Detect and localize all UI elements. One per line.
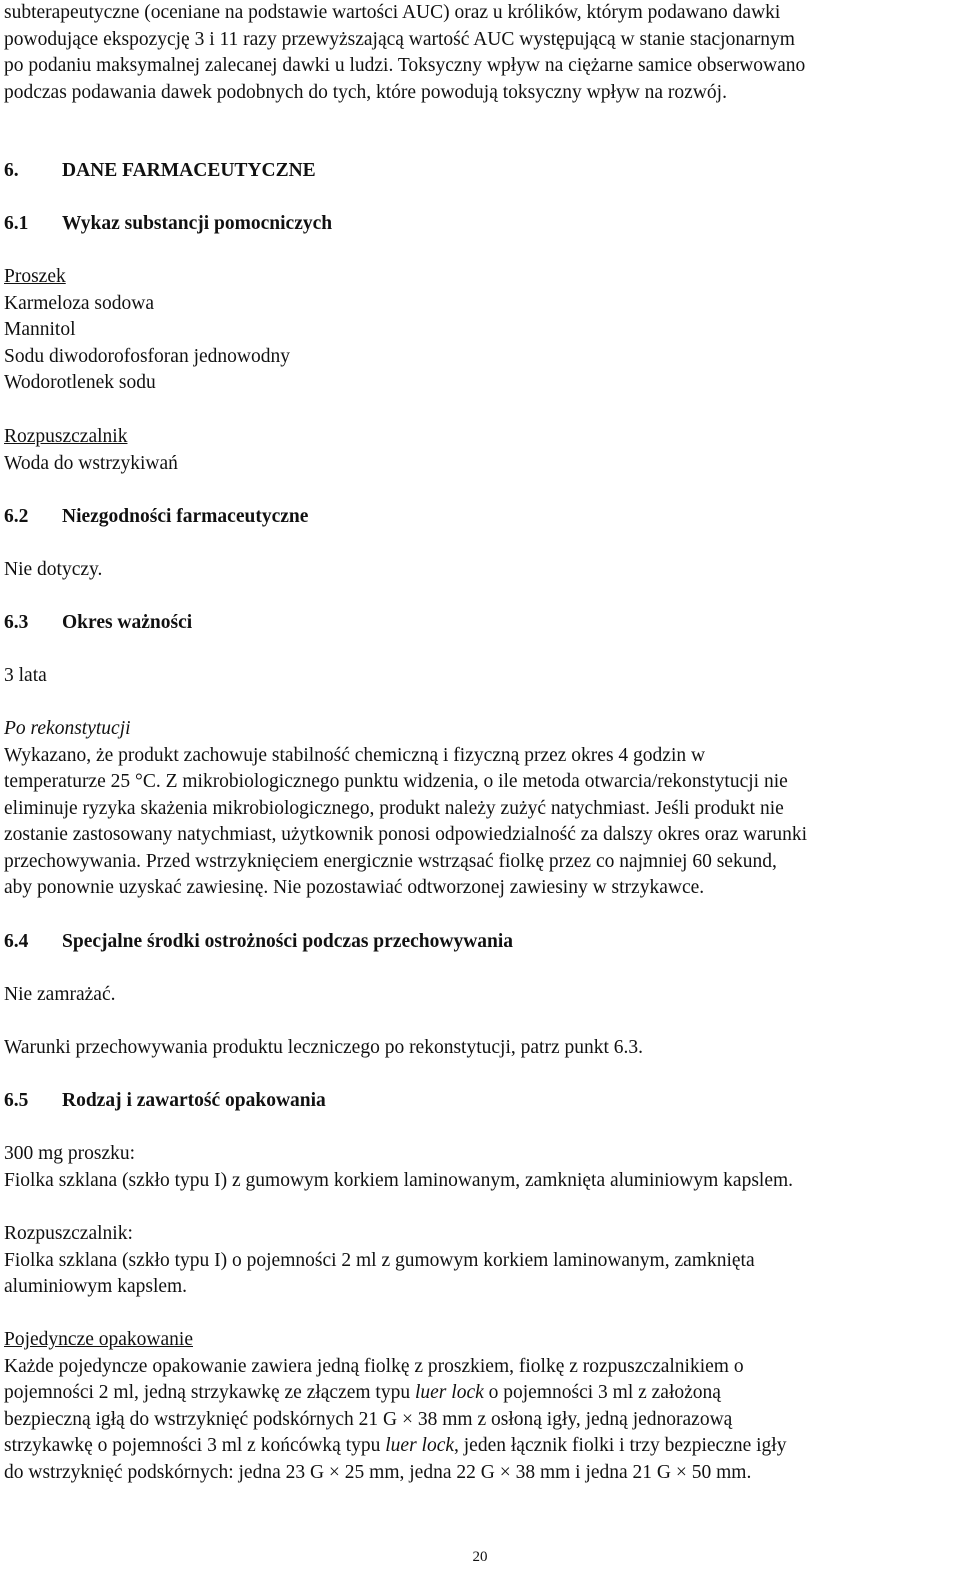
body-line: Fiolka szklana (szkło typu I) z gumowym korkiem laminowanym, zamknięta aluminiowym kapslem. <box>4 1169 794 1191</box>
body-line: Fiolka szklana (szkło typu I) o pojemności 2 ml z gumowym korkiem laminowanym, zamknięta <box>4 1249 755 1271</box>
intro-line: po podaniu maksymalnej zalecanej dawki u ludzi. Toksyczny wpływ na ciężarne samice obserwowano <box>4 55 806 76</box>
section-title: Okres ważności <box>62 612 193 633</box>
page-number: 20 <box>472 1549 488 1565</box>
section-6-heading <box>4 158 316 184</box>
solvent-label: Rozpuszczalnik <box>4 426 128 447</box>
incompatibilities-text <box>4 557 956 584</box>
section-6-4-heading <box>4 929 513 955</box>
section-title: Wykaz substancji pomocniczych <box>62 213 333 234</box>
body-line: aby ponownie uzyskać zawiesinę. Nie pozostawiać odtworzonej zawiesiny w strzykawce. <box>4 877 705 898</box>
storage-text-1 <box>4 982 956 1009</box>
body-line: zostanie zastosowany natychmiast, użytkownik ponosi odpowiedzialność za dalszy okres oraz warunki <box>4 824 808 845</box>
body-line: Wykazano, że produkt zachowuje stabilność chemiczną i fizyczną przez okres 4 godzin w <box>4 744 706 766</box>
section-6-3-heading <box>4 610 192 636</box>
section-number: 6.5 <box>4 1090 29 1111</box>
excipient-item: Woda do wstrzykiwań <box>4 452 178 474</box>
section-title: Niezgodności farmaceutyczne <box>62 506 309 527</box>
body-line: eliminuje ryzyka skażenia mikrobiologicznego, produkt należy zużyć natychmiast. Jeśli produkt nie <box>4 797 784 819</box>
intro-line: podczas podawania dawek podobnych do tych, które powodują toksyczny wpływ na rozwój. <box>4 81 727 103</box>
body-line: do wstrzyknięć podskórnych: jedna 23 G × 25 mm, jedna 22 G × 38 mm i jedna 21 G × 50 mm. <box>4 1461 752 1483</box>
body-line: temperaturze 25 °C. Z mikrobiologicznego punktu widzenia, o ile metoda otwarcia/rekonstytucji nie <box>4 771 788 792</box>
section-number: 6. <box>4 160 19 181</box>
section-6-2-heading <box>4 504 308 530</box>
section-number: 6.3 <box>4 612 29 633</box>
body-text: Nie dotyczy. <box>4 559 103 580</box>
powder-label: 300 mg proszku: <box>4 1143 136 1164</box>
body-text: Warunki przechowywania produktu leczniczego po rekonstytucji, patrz punkt 6.3. <box>4 1037 644 1058</box>
reconstitution-label: Po rekonstytucji <box>4 718 131 739</box>
excipients-powder <box>4 264 956 397</box>
body-line: bezpieczną igłą do wstrzyknięć podskórnych 21 G × 38 mm z osłoną igły, jedną jednorazową <box>4 1408 733 1430</box>
intro-line: subterapeutyczne (oceniane na podstawie wartości AUC) oraz u królików, którym podawano dawki <box>4 2 781 23</box>
shelf-life-text <box>4 663 956 690</box>
storage-text-2 <box>4 1035 956 1062</box>
single-pack-paragraph <box>4 1327 956 1486</box>
section-title: DANE FARMACEUTYCZNE <box>62 160 316 181</box>
excipient-item: Mannitol <box>4 319 76 340</box>
body-line: przechowywania. Przed wstrzyknięciem energicznie wstrząsać fiolkę przez co najmniej 60 sekund, <box>4 850 777 872</box>
container-solvent <box>4 1221 956 1301</box>
intro-line: powodujące ekspozycję 3 i 11 razy przewyższającą wartość AUC występującą w stanie stacjonarnym <box>4 28 795 50</box>
excipients-solvent <box>4 424 956 477</box>
body-line: aluminiowym kapslem. <box>4 1276 188 1297</box>
excipient-item: Wodorotlenek sodu <box>4 372 156 393</box>
section-title: Specjalne środki ostrożności podczas przechowywania <box>62 931 514 952</box>
section-title: Rodzaj i zawartość opakowania <box>62 1090 326 1111</box>
body-text: Nie zamrażać. <box>4 984 116 1005</box>
section-number: 6.4 <box>4 931 29 952</box>
text-run: , jeden łącznik fiolki i trzy bezpieczne igły <box>454 1435 787 1456</box>
solvent-label: Rozpuszczalnik: <box>4 1223 133 1244</box>
body-text: 3 lata <box>4 665 47 686</box>
text-run: o pojemności 3 ml z założoną <box>483 1382 721 1403</box>
body-line <box>4 1380 956 1407</box>
section-number: 6.2 <box>4 506 29 527</box>
text-run-italic: luer lock <box>385 1435 455 1456</box>
body-line <box>4 1433 956 1460</box>
text-run-italic: luer lock <box>414 1382 484 1403</box>
reconstitution-paragraph <box>4 716 956 902</box>
text-run: strzykawkę o pojemności 3 ml z końcówką typu <box>4 1435 386 1456</box>
excipient-item: Karmeloza sodowa <box>4 292 154 314</box>
section-6-1-heading <box>4 211 332 237</box>
container-powder <box>4 1141 956 1194</box>
section-number: 6.1 <box>4 213 29 234</box>
excipient-item: Sodu diwodorofosforan jednowodny <box>4 345 290 367</box>
powder-label: Proszek <box>4 266 66 287</box>
section-6-5-heading <box>4 1088 326 1114</box>
body-line: Każde pojedyncze opakowanie zawiera jedną fiolkę z proszkiem, fiolkę z rozpuszczalnikiem o <box>4 1355 744 1377</box>
single-pack-label: Pojedyncze opakowanie <box>4 1329 193 1350</box>
intro-paragraph <box>4 0 956 106</box>
text-run: pojemności 2 ml, jedną strzykawkę ze złączem typu <box>4 1382 415 1403</box>
